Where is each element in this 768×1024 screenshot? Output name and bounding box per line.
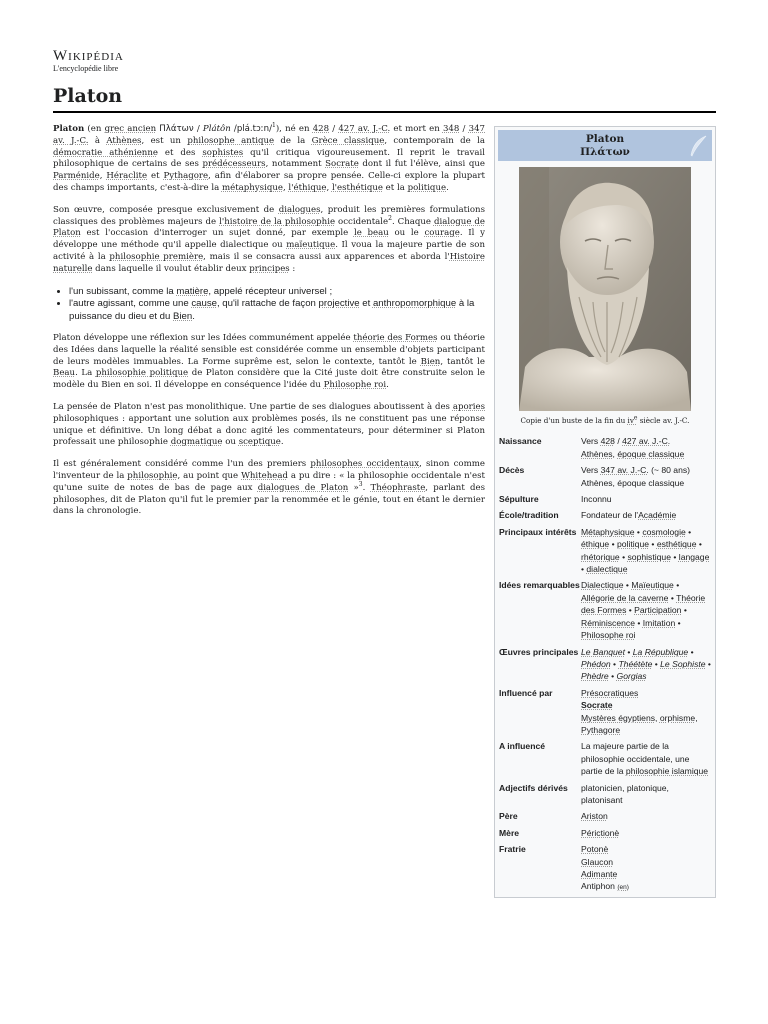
text: ou [222, 437, 239, 448]
wikipedia-logo[interactable] [53, 48, 124, 73]
text: et mort en [390, 124, 443, 134]
text: . [362, 482, 371, 493]
link-courage[interactable]: courage [424, 228, 460, 239]
paragraph-intro [53, 124, 485, 195]
link-academie[interactable]: Académie [638, 510, 677, 521]
plato-bust-image[interactable] [519, 167, 691, 411]
link-philosophes-occidentaux[interactable]: philosophes occidentaux [310, 459, 420, 470]
text: , tantôt le [440, 356, 485, 367]
text: et [147, 171, 164, 182]
row-label: Sépulture [499, 494, 539, 505]
text: La majeure partie de la philosophie occidentale, une partie de la [581, 741, 690, 777]
text: , parlant des philosophes, dit de Platon qu'il fut le premier par la renommée et le génie, tout en étant le dernier dans la chronologie. [53, 482, 485, 517]
text: siècle av. J.-C. [637, 416, 690, 425]
row-ecole [495, 509, 715, 525]
subject-name: Platon [53, 124, 85, 134]
infobox-rows [495, 435, 715, 898]
link-427-bc[interactable]: 427 av. J.-C. [622, 436, 671, 447]
link-theorie-formes[interactable]: Théorie des Formes [581, 592, 706, 616]
row-label: Décès [499, 465, 525, 476]
link-le-beau[interactable]: le beau [353, 228, 389, 239]
row-value [581, 464, 711, 489]
row-value: Inconnu [581, 494, 612, 505]
row-value [581, 810, 711, 822]
link-dogmatique[interactable]: dogmatique [170, 437, 223, 448]
link-347-bc[interactable]: 347 av. J.-C. [600, 465, 649, 476]
link-pythagore[interactable]: Pythagore [581, 724, 621, 735]
link-langage[interactable]: langage [678, 551, 710, 562]
page-title: Platon [53, 85, 123, 107]
greek-name: Πλάτων [156, 124, 194, 134]
link-politique[interactable]: politique [617, 539, 650, 550]
link-ethique[interactable]: l'éthique [288, 182, 327, 193]
text: dans laquelle il voulut établir deux [92, 263, 250, 274]
text: Son œuvre, composée presque exclusivement de [53, 204, 279, 215]
link-la-republique[interactable]: La République [632, 646, 689, 657]
link-rhetorique[interactable]: rhétorique [581, 551, 620, 562]
text: (~ 80 ans) [648, 465, 691, 476]
text: , au point que [177, 471, 242, 482]
link-bien[interactable]: Bien [420, 356, 441, 367]
row-label: Œuvres principales [499, 646, 579, 657]
row-label: A influencé [499, 741, 545, 752]
link-cause[interactable]: cause [191, 298, 217, 310]
row-pere [495, 810, 715, 826]
text: à [88, 135, 107, 146]
link-matiere[interactable]: matière [176, 285, 209, 297]
link-politique[interactable]: politique [407, 182, 447, 193]
link-dialectique[interactable]: Dialectique [581, 580, 624, 591]
text: est l'occasion d'interroger un sujet donné, par exemple [80, 228, 354, 239]
link-histoire-naturelle[interactable]: Histoire naturelle [53, 251, 485, 274]
link-esthetique[interactable]: l'esthétique [331, 182, 383, 193]
link-potone[interactable]: Potonè [581, 844, 609, 855]
text: iv [627, 416, 634, 425]
text: La pensée de Platon n'est pas monolithique. Une partie de ses dialogues aboutissent à des [53, 402, 453, 413]
text: : [289, 263, 296, 274]
infobox [494, 126, 716, 898]
text: qu'il critiqua vigoureusement. Il reprit le travail philosophique de certains de ses [53, 147, 485, 170]
text: , appelé récepteur universel ; [208, 285, 333, 297]
ipa-pronunciation: /plá.tɔːn/ [230, 124, 272, 134]
link-anthropomorphique[interactable]: anthropomorphique [372, 298, 457, 310]
link-adimante[interactable]: Adimante [581, 869, 618, 879]
link-principes[interactable]: principes [249, 263, 290, 274]
link-heraclite[interactable]: Héraclite [106, 171, 148, 182]
link-theorie-des-formes[interactable]: théorie des Formes [353, 333, 438, 344]
link-perictione[interactable]: Périctionè [581, 827, 620, 838]
link-socrate[interactable]: Socrate [581, 700, 613, 711]
text: Vers [581, 436, 601, 447]
row-value: Métaphysique • cosmologie • éthique • politique • esthétique • rhétorique • sophistique • langage • dialectique [581, 526, 710, 575]
link-427-bc[interactable]: 427 av. J.-C. [338, 124, 391, 134]
row-a-influence [495, 740, 715, 781]
row-label: École/tradition [499, 510, 559, 521]
text: , mais il se consacra aussi aux apparences et aborda l' [203, 251, 450, 262]
text: ou le [388, 228, 425, 239]
link-socrate[interactable]: Socrate [325, 159, 359, 170]
text: ou théorie des Idées dans laquelle la réalité sensible est considérée comme un ensemble d'objets participant de leurs modèles immuables. La Forme suprême est, selon le contexte, tantôt le [53, 333, 485, 367]
link-philosophie-islamique[interactable]: philosophie islamique [625, 766, 709, 777]
link-dialogues-de-platon[interactable]: dialogues de Platon [257, 482, 349, 493]
text: philosophiques : apportant une solution aux problèmes posés, ils ne constituent pas une réponse unique et définitive. Un long débat a donc agité les commentateurs, pour déterminer si Platon professait une philosophie [53, 413, 485, 448]
text: , [99, 171, 107, 182]
text: , est un [141, 135, 188, 146]
text: . [192, 310, 195, 322]
paragraph-oeuvre [53, 205, 485, 276]
link-imitation[interactable]: Imitation [642, 617, 676, 628]
infobox-title: Platon [585, 133, 625, 145]
row-value: platonicien, platonique, platonisant [581, 782, 669, 805]
link-maieutique[interactable]: Maïeutique [631, 580, 674, 591]
text: , notamment [265, 159, 326, 170]
row-value: Le Banquet • La République • Phédon • Théétète • Le Sophiste • Phèdre • Gorgias [581, 646, 711, 682]
link-bien[interactable]: Bien [173, 310, 193, 322]
row-label: Fratrie [499, 844, 526, 855]
link-ariston[interactable]: Ariston [581, 811, 608, 822]
text: et la [382, 182, 408, 193]
row-adjectifs [495, 782, 715, 811]
text: Il est généralement considéré comme l'un des premiers [53, 459, 311, 470]
paragraph-pensee [53, 402, 485, 449]
link-mysteres-egyptiens[interactable]: Mystères égyptiens [581, 712, 656, 723]
row-value [581, 509, 711, 521]
link-athenes[interactable]: Athènes [106, 135, 142, 146]
row-label: Adjectifs dérivés [499, 782, 568, 793]
link-apories[interactable]: apories [452, 402, 485, 413]
text: . [446, 182, 449, 193]
text: , afin d'élaborer sa propre pensée. Celle-ci explore la plupart des champs importants, c'est-à-dire la [53, 171, 485, 193]
text: , [326, 182, 332, 193]
text: et [359, 298, 373, 310]
list-item [69, 298, 485, 323]
link-philosophie[interactable]: philosophie [127, 471, 178, 482]
link-cosmologie[interactable]: cosmologie [642, 526, 686, 537]
text: (en [84, 124, 105, 134]
text: / [193, 124, 203, 134]
text: Vers [581, 465, 601, 476]
link-whitehead[interactable]: Whitehead [241, 471, 288, 482]
text: Antiphon [581, 881, 615, 892]
link-esthetique[interactable]: esthétique [656, 539, 697, 550]
row-value [581, 740, 711, 777]
row-value [581, 435, 711, 460]
text: , produit les premières formulations classiques des problèmes majeurs de [53, 204, 485, 227]
logo-tagline: L'encyclopédie libre [53, 64, 119, 73]
link-allegorie-caverne[interactable]: Allégorie de la caverne [581, 592, 669, 603]
row-label: Principaux intérêts [499, 526, 577, 537]
link-428[interactable]: 428 [600, 436, 615, 447]
link-grece-classique[interactable]: Grèce classique [311, 135, 385, 146]
row-value: Dialectique • Maïeutique • Allégorie de la caverne • Théorie des Formes • Participation • Réminiscence • Imitation • Philosophe roi [581, 580, 706, 641]
row-label: Idées remarquables [499, 580, 580, 591]
link-philosophie-premiere[interactable]: philosophie première [109, 251, 204, 262]
principles-list [53, 286, 485, 324]
text: Platon développe une réflexion sur les Idées communément appelée [53, 333, 354, 344]
paragraph-idees [53, 333, 485, 392]
link-glaucon[interactable]: Glaucon [581, 856, 614, 867]
row-influence-par [495, 687, 715, 741]
link-century[interactable] [628, 416, 638, 425]
link-348[interactable]: 348 [442, 124, 460, 134]
text: à la puissance du dieu et du [69, 298, 475, 322]
link-347-bc[interactable]: 347 av. J.-C. [53, 124, 486, 146]
link-beau[interactable]: Beau [53, 368, 76, 379]
text: / [329, 124, 339, 134]
row-value: Présocratiques Socrate Mystères égyptiens, orphisme, Pythagore [581, 687, 698, 735]
row-naissance [495, 435, 715, 464]
link-theophraste[interactable]: Théophraste [370, 482, 426, 493]
text: . La [75, 368, 96, 379]
link-dialogues[interactable]: dialogues [278, 204, 321, 215]
text: , qu'il rattache de façon [216, 298, 319, 310]
link-orphisme[interactable]: orphisme [659, 712, 696, 723]
text: Athènes, époque classique [581, 477, 685, 488]
infobox-header [498, 130, 712, 161]
text: / [459, 124, 469, 134]
text: de Platon considère que la Cité juste doit être construite selon le modèle du Bien en soi. Il développe en conséquence l'idée du [53, 368, 485, 391]
link-democratie-athenienne[interactable]: démocratie athénienne [53, 147, 158, 158]
link-presocratiques[interactable]: Présocratiques [581, 687, 639, 698]
link-gorgias[interactable]: Gorgias [616, 671, 647, 682]
link-metaphysique[interactable]: Métaphysique [581, 526, 635, 537]
row-interets [495, 526, 715, 580]
link-sceptique[interactable]: sceptique [238, 437, 281, 448]
link-ethique[interactable]: éthique [581, 539, 610, 550]
text: e [633, 414, 638, 422]
text: . [280, 437, 284, 448]
quill-icon [688, 135, 708, 157]
text: , [282, 182, 289, 193]
link-dialectique[interactable]: dialectique [586, 564, 628, 575]
link-histoire-philosophie[interactable]: l'histoire de la philosophie [219, 216, 336, 227]
logo-wordmark: Wikipédia [53, 48, 124, 64]
text: Fondateur de l' [581, 510, 639, 521]
text: de la [274, 135, 312, 146]
text: / [614, 436, 623, 447]
row-value [581, 843, 711, 895]
image-caption [495, 415, 715, 427]
link-philosophie-politique[interactable]: philosophie politique [95, 368, 189, 379]
text: l'un subissant, comme la [69, 285, 177, 297]
link-participation[interactable]: Participation [634, 605, 682, 616]
row-label: Influencé par [499, 687, 553, 698]
link-le-banquet[interactable]: Le Banquet [581, 646, 625, 657]
text: et des [157, 147, 203, 158]
row-idees [495, 579, 715, 645]
link-phedre[interactable]: Phèdre [581, 671, 609, 682]
text: , contemporain de la [384, 135, 485, 146]
link-projective[interactable]: projective [318, 298, 360, 310]
text: . Chaque [391, 216, 434, 227]
text: , sinon comme l'inventeur de la [53, 459, 485, 482]
latin-name: Plátôn [202, 124, 231, 134]
row-label: Naissance [499, 436, 542, 447]
reference-3[interactable]: 3 [358, 480, 363, 488]
link-reminiscence[interactable]: Réminiscence [581, 617, 635, 628]
text: occidentale [335, 216, 389, 227]
row-fratrie [495, 843, 715, 899]
row-label: Père [499, 811, 518, 822]
link-parmenide[interactable]: Parménide [53, 171, 100, 182]
row-sepulture [495, 493, 715, 509]
row-value [581, 827, 711, 839]
link-philosophe-antique[interactable]: philosophe antique [187, 135, 275, 146]
text: , [612, 448, 618, 459]
infobox-subtitle: Πλάτων [580, 146, 630, 158]
link-dialogue-de-platon[interactable]: dialogue de Platon [53, 216, 485, 239]
row-mere [495, 827, 715, 843]
paragraph-influence [53, 459, 485, 518]
link-grec-ancien[interactable]: grec ancien [104, 124, 157, 134]
link-epoque-classique[interactable]: époque classique [617, 448, 685, 459]
row-oeuvres [495, 646, 715, 687]
link-theetete[interactable]: Théétète [618, 658, 653, 669]
text: » [348, 482, 359, 493]
list-item [69, 286, 485, 299]
link-athenes[interactable]: Athènes [581, 448, 613, 459]
reference-2[interactable]: 2 [388, 214, 392, 222]
link-maieutique[interactable]: maïeutique [286, 240, 336, 251]
reference-1[interactable]: 1 [272, 122, 276, 130]
text: . [386, 380, 389, 391]
text: l'autre agissant, comme une [69, 298, 192, 310]
link-philosophe-roi[interactable]: Philosophe roi [323, 380, 387, 391]
link-sophistique[interactable]: sophistique [627, 551, 671, 562]
row-label: Mère [499, 827, 520, 838]
text: . Il voua la majeure partie de son activité à la [53, 240, 485, 262]
link-428[interactable]: 428 [312, 124, 330, 134]
article-body [53, 124, 485, 528]
text: Copie d'un buste de la fin du [520, 416, 628, 425]
link-sophistes[interactable]: sophistes [202, 147, 244, 158]
text: a pu dire : « la philosophie occidentale n'est qu'une suite de notes de bas de page aux [53, 471, 485, 493]
text: ), né en [275, 124, 313, 134]
link-predecesseurs[interactable]: prédécesseurs [202, 159, 266, 170]
link-metaphysique[interactable]: métaphysique [221, 182, 283, 193]
link-pythagore[interactable]: Pythagore [163, 171, 209, 182]
title-divider [53, 111, 716, 113]
link-phedon[interactable]: Phédon [581, 658, 611, 669]
link-lang-en[interactable]: (en) [617, 884, 629, 892]
text: . Il y développe une méthode qu'il appelle dialectique ou [53, 228, 485, 251]
link-le-sophiste[interactable]: Le Sophiste [660, 658, 706, 669]
link-philosophe-roi[interactable]: Philosophe roi [581, 630, 636, 641]
row-deces [495, 464, 715, 493]
text: dont il fut l'élève, ainsi que [358, 159, 485, 170]
